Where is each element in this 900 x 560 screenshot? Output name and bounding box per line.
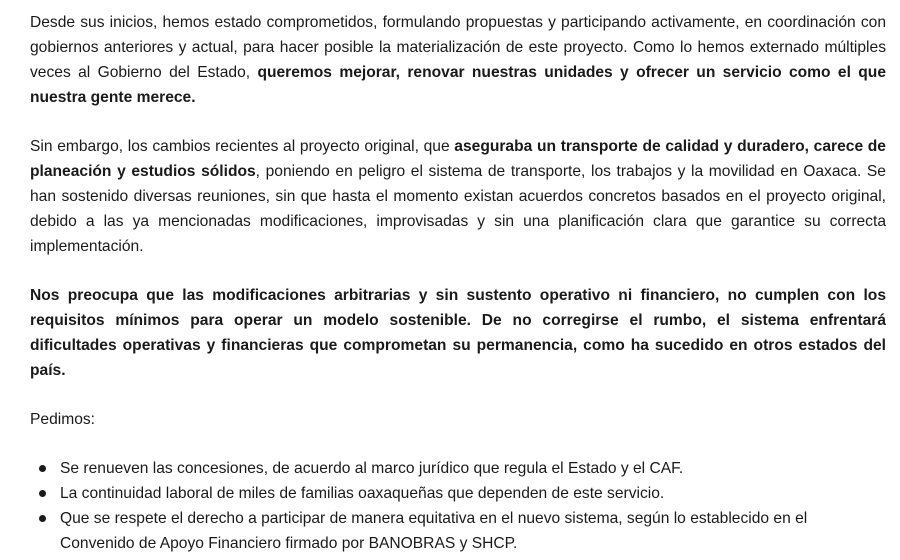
changes-text-start: Sin embargo, los cambios recientes al proyecto original, que (30, 138, 455, 155)
changes-emphasis: aseguraba un transporte de calidad y duradero, carece de planeación y estudios sólidos (30, 138, 886, 180)
paragraph-changes (30, 134, 886, 259)
requests-heading (30, 407, 886, 432)
requests-list (30, 456, 886, 556)
paragraph-concern (30, 283, 886, 383)
list-item: Que se respete el derecho a participar de manera equitativa en el nuevo sistema, según lo establecido en el Convenido de Apoyo Financiero firmado por BANOBRAS y SHCP. (30, 506, 886, 556)
requests-heading-text: Pedimos: (30, 411, 96, 428)
list-item: La continuidad laboral de miles de familias oaxaqueñas que dependen de este servicio. (30, 481, 886, 506)
intro-emphasis: queremos mejorar, renovar nuestras unidades y ofrecer un servicio como el que nuestra gente merece. (30, 64, 886, 106)
changes-text-end: , poniendo en peligro el sistema de transporte, los trabajos y la movilidad en Oaxaca. Se han sostenido diversas reuniones, sin que hasta el momento existan acuerdos concretos basados en el proyecto original, debido a las ya mencionadas modificaciones, improvisadas y sin una planificación clara que garantice su correcta implementación. (30, 163, 886, 255)
list-item: Se renueven las concesiones, de acuerdo al marco jurídico que regula el Estado y el CAF. (30, 456, 886, 481)
paragraph-intro (30, 10, 886, 110)
intro-text: Desde sus inicios, hemos estado comprometidos, formulando propuestas y participando activamente, en coordinación con gobiernos anteriores y actual, para hacer posible la materialización de este proyecto. Como lo hemos externado múltiples veces al Gobierno del Estado, (30, 14, 886, 81)
concern-text: Nos preocupa que las modificaciones arbitrarias y sin sustento operativo ni financiero, no cumplen con los requisitos mínimos para operar un modelo sostenible. De no corregirse el rumbo, el sistema enfrentará dificultades operativas y financieras que comprometan su permanencia, como ha sucedido en otros estados del país. (30, 287, 886, 379)
